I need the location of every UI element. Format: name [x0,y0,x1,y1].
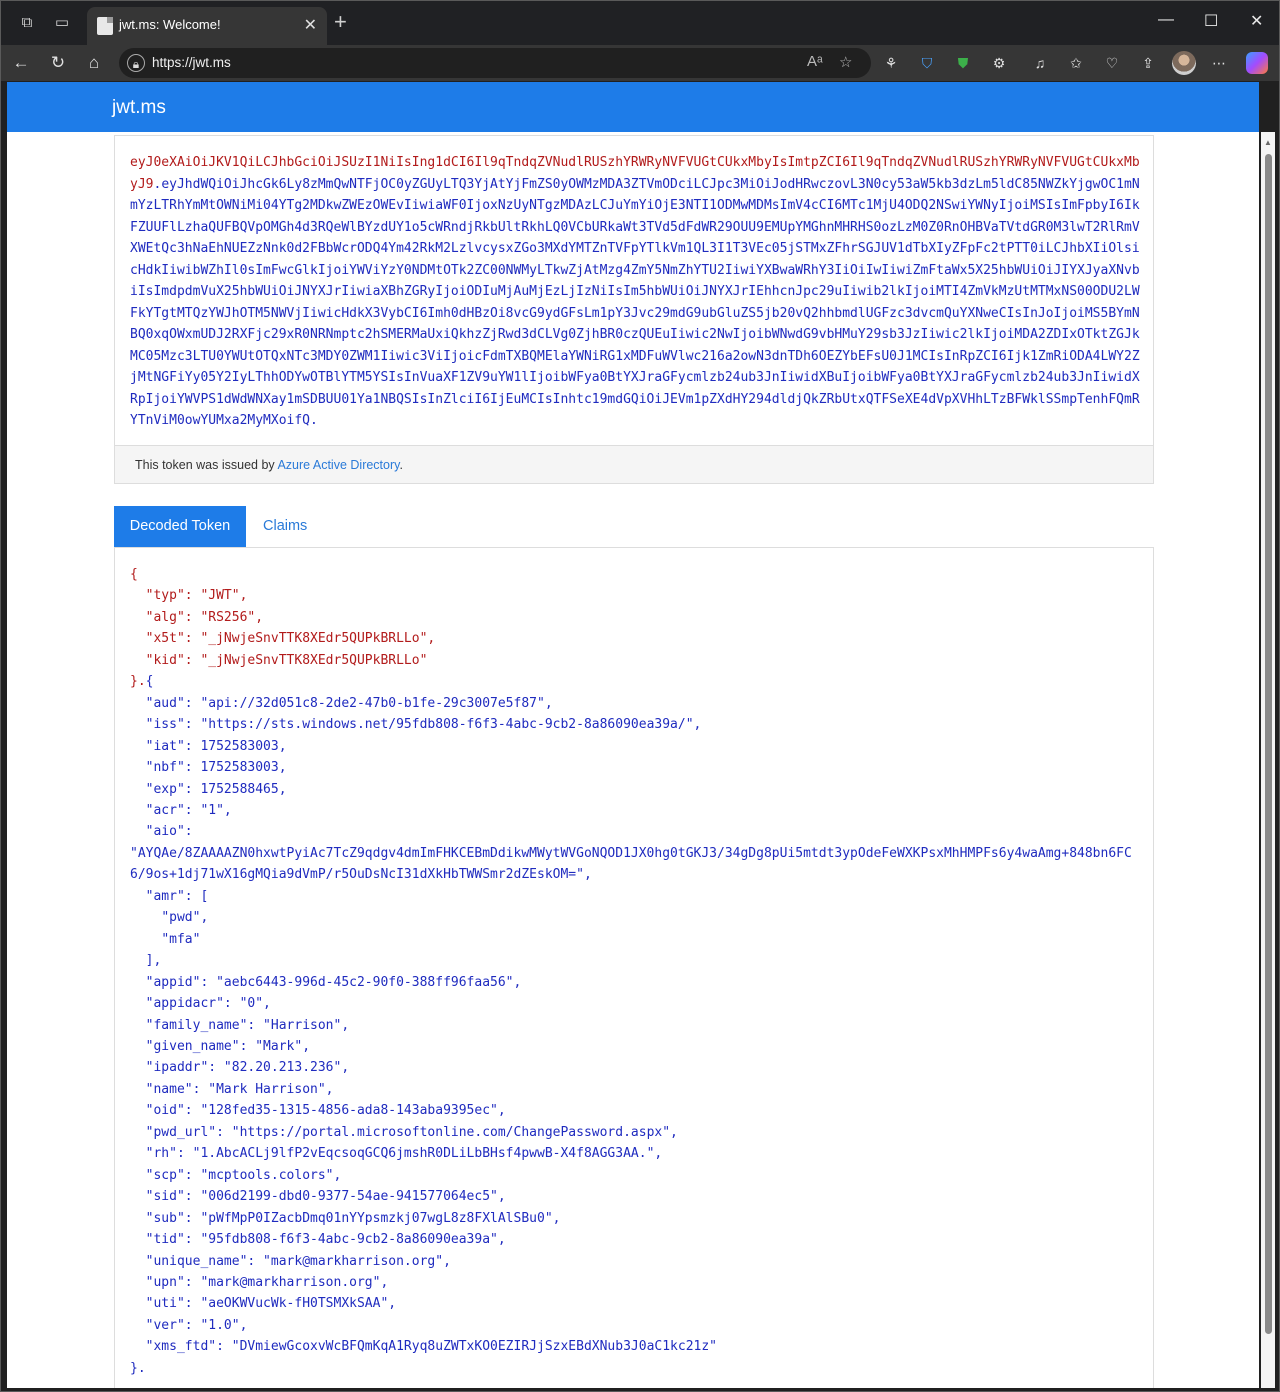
share-icon[interactable]: ⇪ [1142,55,1154,71]
encoded-token-panel [114,135,1154,484]
close-window-icon[interactable]: ✕ [1250,13,1264,30]
token-separator: . [153,176,162,192]
extensions-puzzle-icon[interactable]: ⚙ [992,55,1006,71]
site-navbar [7,82,1259,132]
decoded-payload-json: { "aud": "api://32d051c8-2de2-47b0-b1fe-29c3007e5f87", "iss": "https://sts.windows.net/95fdb808-f6f3-4abc-9cb2-8a86090ea39a/", "iat": 1752583003, "nbf": 1752583003, "exp": 1752588465, "acr": "1", "aio": "AYQAe/8ZAAAAZN0hxwtPyiAc7TcZ9qdgv4dmImFHKCEBmDdikwMWytWVGoNQOD1JX0hg0tGKJ3/34gDg8pUi5mtdt3ypOdeFeWXKPsxMhHMPFs6y4waAmg+848bn6FC6/9os+1dj71wX16gMQia9dVmP/r5OuDsNcI31dXkHbTWWSmr2dZEskOM=", "amr": [ "pwd", "mfa" ], "appid": "aebc6443-996d-45c2-90f0-388ff96faa56", "appidacr": "0", "family_name": "Harrison", "given_name": "Mark", "ipaddr": "82.20.213.236", "name": "Mark Harrison", "oid": "128fed35-1315-4856-ada8-143aba9395ec", "pwd_url": "https://portal.microsoftonline.com/ChangePassword.aspx", "rh": "1.AbcACLj9lfP2vEqcsoqGCQ6jmshR0DLiLbBHsf4pwwB-X4f8AGG3AA.", "scp": "mcptools.colors", "sid": "006d2199-dbd0-9377-54ae-941577064ec5", "sub": "pWfMpP0IZacbDmq01nYYpsmzkj07wgL8z8FXlAlSBu0", "tid": "95fdb808-f6f3-4abc-9cb2-8a86090ea39a", "unique_name": "mark@markharrison.org", "upn": "mark@markharrison.org", "uti": "aeOKWVucWk-fH0TSMXkSAA", "ver": "1.0", "xms_ftd": "DVmiewGcoxvWcBFQmKqA1Ryq8uZWTxKO0EZIRJjSzxEBdXNub3J0aC1kc21z" }. [130,674,1132,1376]
issuer-suffix: . [399,458,403,472]
tab-decoded-token[interactable]: Decoded Token [114,506,246,547]
vertical-tabs-icon[interactable]: ▭ [54,14,70,31]
extension-icon[interactable]: ⚘ [884,55,898,71]
tab-strip [1,1,1279,45]
issuer-link[interactable]: Azure Active Directory [277,458,400,472]
media-icon[interactable]: ♫ [1034,55,1046,71]
scroll-up-arrow-icon[interactable]: ▲ [1264,138,1272,147]
adblock-shield-icon[interactable]: ⛊ [957,55,969,71]
favorite-star-icon[interactable]: ☆ [839,54,853,71]
encoded-token-text[interactable] [130,152,1140,432]
tab-title: jwt.ms: Welcome! [119,17,221,32]
token-header-segment: eyJ0eXAiOiJKV1QiLCJhbGciOiJSUzI1NiIsIng1dCI6Il9qTndqZVNudlRUSzhYRWRyNVFVUGtCUkxMbyIsImtpZCI6Il9qTndqZVNudlRUSzhYRWRyNVFVUGtCUkxMbyJ9 [130,155,1140,192]
maximize-icon[interactable]: ☐ [1204,13,1219,30]
issuer-prefix: This token was issued by [135,458,278,472]
address-bar-row [1,45,1279,81]
token-payload-segment: eyJhdWQiOiJhcGk6Ly8zMmQwNTFjOC0yZGUyLTQ3YjAtYjFmZS0yOWMzMDA3ZTVmODciLCJpc3MiOiJodHRwczovL3N0cy53aW5kb3dzLm5ldC85NWZkYjgwOC1mNmYzLTRhYmMtOWNiMi04YTg2MDkwZWEzOWEvIiwiaWF0IjoxNzUyNTgzMDAzLCJuYmYiOjE3NTI1ODMwMDMsImV4cCI6MTc1MjU4ODQ2NSwiYWNyIjoiMSIsImFpbyI6IkFZUUFlLzhaQUFBQVpOMGh4d3RQeWlBYzdUY1o5cWRndjRkbUltRkhLQ0VCbURkaWt3TVd5dFdWR29OUU9EMUpYMGhnMHRHS0ozLzM0Z0RnOHBVaTVtdGR0M3lwT2RlRmVXWEtQc3hNaEhNUEZzNnk0d2FBbWcrODQ4Ym42RkM2LzlvcysxZGo3MXdYMTZnTVFpYTlkVm1QL3I1T3VEc05jSTMxZFhrSGJUV1dTbXIyZFpFc2tPTT0iLCJhbXIiOlsicHdkIiwibWZhIl0sImFwcGlkIjoiYWViYzY0NDMtOTk2ZC00NWMyLTkwZjAtMzg4ZmY5NmZhYTU2IiwiYXBwaWRhY3IiOiIwIiwiZmFtaWx5X25hbWUiOiJIYXJyaXNvbiIsImdpdmVuX25hbWUiOiJNYXJrIiwiaXBhZGRyIjoiODIuMjAuMjEzLjIzNiIsIm5hbWUiOiJNYXJrIEhhcnJpc29uIiwib2lkIjoiMTI4ZmVkMzUtMTMxNS00ODU2LWFkYTgtMTQzYWJhOTM5NWVjIiwicHdkX3VybCI6Imh0dHBzOi8vcG9ydGFsLm1pY3Jvc29mdG9ubGluZS5jb20vQ2hhbmdlUGFzc3dvcmQuYXNweCIsInJoIjoiMS5BYmNBQ0xqOWxmUDJ2RXFjc29xR0NRNmptc2hSMERMaUxiQkhzZjRwd3dCLVg0ZjhBR0czQUEuIiwic2NwIjoibWNwdG9vbHMuY29sb3JzIiwic2lkIjoiMDA2ZDIxOTktZGJkMC05Mzc3LTU0YWUtOTQxNTc3MDY0ZWM1Iiwic3ViIjoicFdmTXBQMElaYWNiRG1xMDFuWVlwc216a2owN3dnTDh6OEZYbEFsU0J1MCIsInRpZCI6Ijk1ZmRiODA4LWY2ZjMtNGFiYy05Y2IyLThhODYwOTBlYTM5YSIsInVuaXF1ZV9uYW1lIjoibWFya0BtYXJraGFycmlzb24ub3JnIiwidXBuIjoibWFya0BtYXJraGFycmlzb24ub3JnIiwidXRpIjoiYWVPS1dWdWNXay1mSDBUU01Ya1NBQSIsInZlciI6IjEuMCIsInhtc19mdGQiOiJEVm1pZXdHY294dldjQkZRbUtxQTFSeXE4dVpXVHhLTzBFWklSSmpTenhFQmRYTnViM0owYUMxa2MyMXoifQ [130,176,1140,428]
token-tabs [114,506,1154,548]
issuer-footer [115,445,1153,483]
close-tab-icon[interactable]: ✕ [303,17,317,34]
page-favicon-icon [97,17,113,35]
refresh-icon[interactable]: ↻ [50,53,66,72]
more-menu-icon[interactable]: ⋯ [1212,55,1226,71]
favorites-icon[interactable]: ✩ [1070,55,1082,71]
active-tab[interactable] [87,7,327,45]
scroll-thumb[interactable] [1265,154,1272,1334]
site-info-icon[interactable]: 🔒︎ [127,54,145,72]
read-aloud-icon[interactable]: A͏ᵃ [807,53,823,70]
profile-avatar[interactable] [1172,51,1196,75]
browser-essentials-icon[interactable]: ♡ [1105,55,1119,71]
decoded-token-json[interactable] [130,564,1140,1379]
token-end: . [310,413,318,428]
copilot-icon[interactable] [1246,52,1268,74]
home-icon[interactable]: ⌂ [88,53,100,72]
workspaces-icon[interactable]: ⧉ [21,14,33,31]
url-text[interactable]: https://jwt.ms [152,55,231,70]
decoded-token-panel [114,548,1154,1388]
bitwarden-shield-icon[interactable]: ⛉ [921,55,933,71]
minimize-icon[interactable]: — [1158,11,1174,28]
decoded-header-json: { "typ": "JWT", "alg": "RS256", "x5t": "_jNwjeSnvTTK8XEdr5QUPkBRLLo", "kid": "_jNwjeSnvTTK8XEdr5QUPkBRLLo" }. [130,567,436,690]
back-icon[interactable]: ← [12,53,30,72]
address-bar[interactable] [119,48,871,78]
site-brand[interactable]: jwt.ms [112,97,166,118]
tab-claims[interactable]: Claims [263,518,308,534]
page-viewport [7,82,1259,1388]
new-tab-icon[interactable]: + [334,9,347,34]
page-scrollbar[interactable] [1261,132,1275,1388]
issuer-text [135,458,403,472]
